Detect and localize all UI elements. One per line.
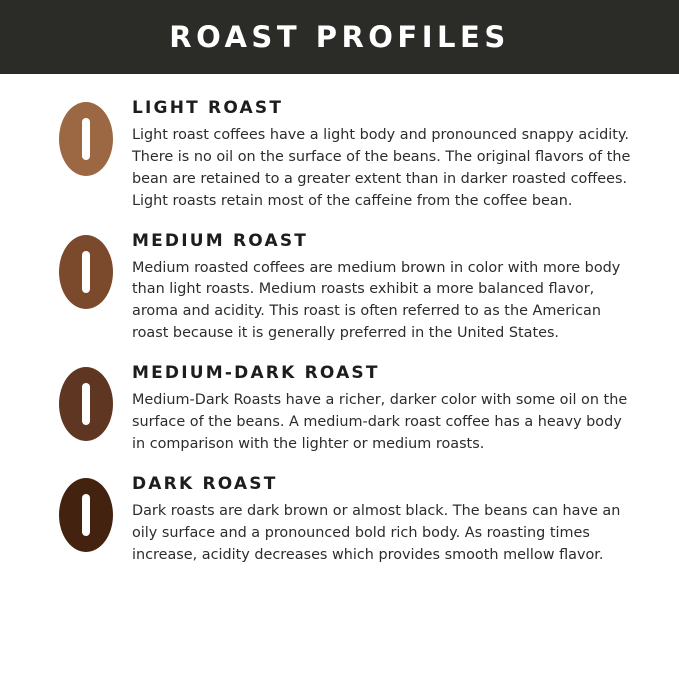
roast-list <box>0 74 679 566</box>
list-item <box>40 96 635 213</box>
roast-title: LIGHT ROAST <box>132 98 284 118</box>
roast-description: Medium-Dark Roasts have a richer, darker color with some oil on the surface of the beans. A medium-dark roast coffee has a heavy body in comparison with the lighter or medium roasts. <box>132 392 628 452</box>
bean-crease <box>82 494 90 536</box>
roast-text-block <box>132 472 635 567</box>
roast-description: Medium roasted coffees are medium brown in color with more body than light roasts. Medium roasts exhibit a more balanced flavor, aroma and acidity. This roast is often referred to as the American roast because it is generally preferred in the United States. <box>132 259 621 342</box>
bean-icon-wrapper <box>40 472 132 552</box>
roast-description: Dark roasts are dark brown or almost black. The beans can have an oily surface and a pronounced bold rich body. As roasting times increase, acidity decreases which provides smooth mellow flavor. <box>132 502 621 563</box>
roast-text-block <box>132 361 635 456</box>
roast-title: MEDIUM ROAST <box>132 230 309 251</box>
list-item <box>40 361 635 456</box>
roast-title: DARK ROAST <box>132 473 278 494</box>
bean-icon-wrapper <box>40 96 132 176</box>
header-bar <box>0 0 679 74</box>
bean-crease <box>82 251 90 293</box>
coffee-bean-icon <box>59 235 113 309</box>
bean-icon-wrapper <box>40 229 132 309</box>
list-item <box>40 229 635 346</box>
coffee-bean-icon <box>59 367 113 441</box>
list-item <box>40 472 635 567</box>
roast-description: Light roast coffees have a light body and pronounced snappy acidity. There is no oil on the surface of the beans. The original flavors of the bean are retained to a greater extent than in darker roasted coffees. Light roasts retain most of the caffeine from the coffee bean. <box>132 127 631 209</box>
coffee-bean-icon <box>59 478 113 552</box>
bean-crease <box>82 383 90 425</box>
page-title: ROAST PROFILES <box>169 20 510 54</box>
roast-text-block <box>132 96 635 213</box>
bean-crease <box>82 118 90 160</box>
roast-title: MEDIUM-DARK ROAST <box>132 363 380 384</box>
roast-text-block <box>132 229 635 346</box>
bean-icon-wrapper <box>40 361 132 441</box>
coffee-bean-icon <box>59 102 113 176</box>
